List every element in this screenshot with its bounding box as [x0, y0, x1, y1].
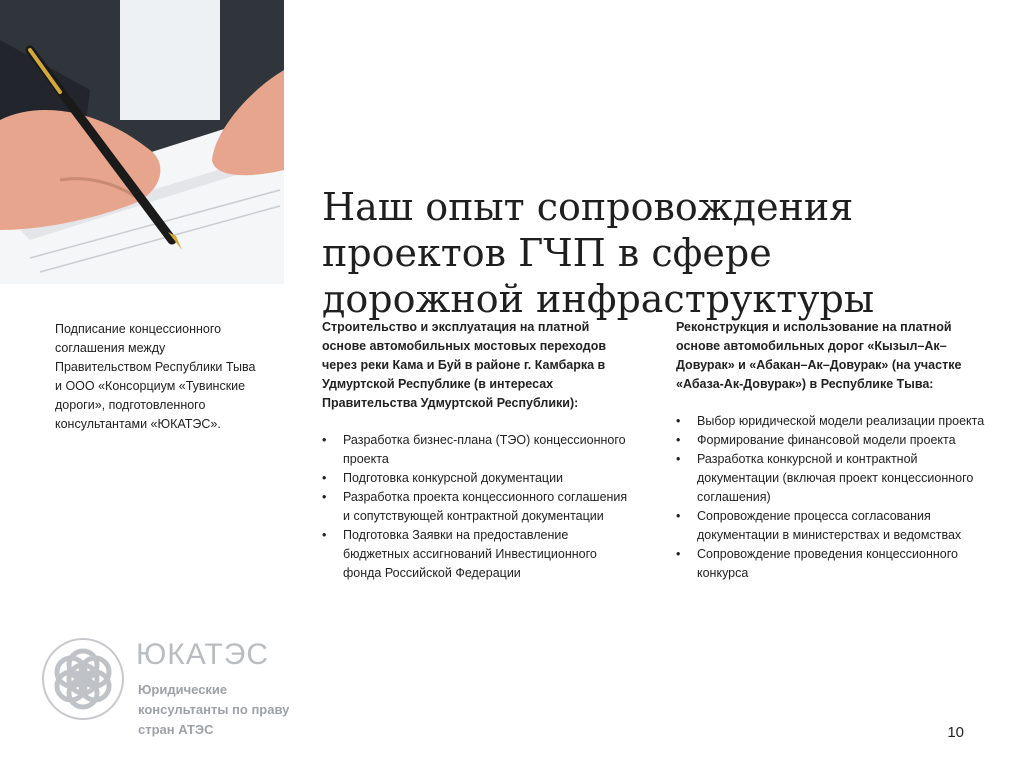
project-heading: Реконструкция и использование на платной основе автомобильных дорог «Кызыл–Ак–Довурак» и «Абакан–Ак–Довурак» (на участке «Абаза-Ак-Довурак») в Республике Тыва:	[676, 320, 962, 391]
page-number: 10	[947, 724, 964, 741]
list-item: • Разработка бизнес-плана (ТЭО) концессионного проекта	[322, 431, 632, 469]
company-logo	[40, 636, 290, 737]
list-item: • Подготовка конкурсной документации	[322, 469, 632, 488]
list-item: • Формирование финансовой модели проекта	[676, 431, 986, 450]
project-heading: Строительство и эксплуатация на платной основе автомобильных мостовых переходов через реки Кама и Буй в районе г. Камбарка в Удмуртской Республике (в интересах Правительства Удмуртской Республики):	[322, 320, 607, 410]
task-list	[676, 412, 986, 583]
signing-photo	[0, 0, 284, 284]
title-line: проектов ГЧП в сфере	[322, 231, 772, 275]
logo-tagline: Юридические консультанты по праву стран АТЭС	[138, 682, 290, 737]
list-item: • Сопровождение проведения концессионного конкурса	[676, 545, 986, 583]
title-line: дорожной инфраструктуры	[322, 277, 875, 321]
title-line: Наш опыт сопровождения	[322, 185, 854, 229]
list-item: • Подготовка Заявки на предоставление бюджетных ассигнований Инвестиционного фонда Российской Федерации	[322, 526, 632, 583]
list-item: • Разработка конкурсной и контрактной документации (включая проект концессионного соглашения)	[676, 450, 986, 507]
project-column-kambarka	[322, 318, 632, 583]
page-title	[322, 184, 942, 322]
project-column-tyva	[676, 318, 986, 583]
list-item: • Разработка проекта концессионного соглашения и сопутствующей контрактной документации	[322, 488, 632, 526]
flower-of-life-icon	[40, 636, 126, 722]
list-item: • Выбор юридической модели реализации проекта	[676, 412, 986, 431]
task-list	[322, 431, 632, 583]
photo-caption: Подписание концессионного соглашения между Правительством Республики Тыва и ООО «Консорциум «Тувинские дороги», подготовленного консультантами «ЮКАТЭС».	[55, 322, 256, 431]
logo-brand: ЮКАТЭС	[136, 638, 270, 671]
list-item: • Сопровождение процесса согласования документации в министерствах и ведомствах	[676, 507, 986, 545]
